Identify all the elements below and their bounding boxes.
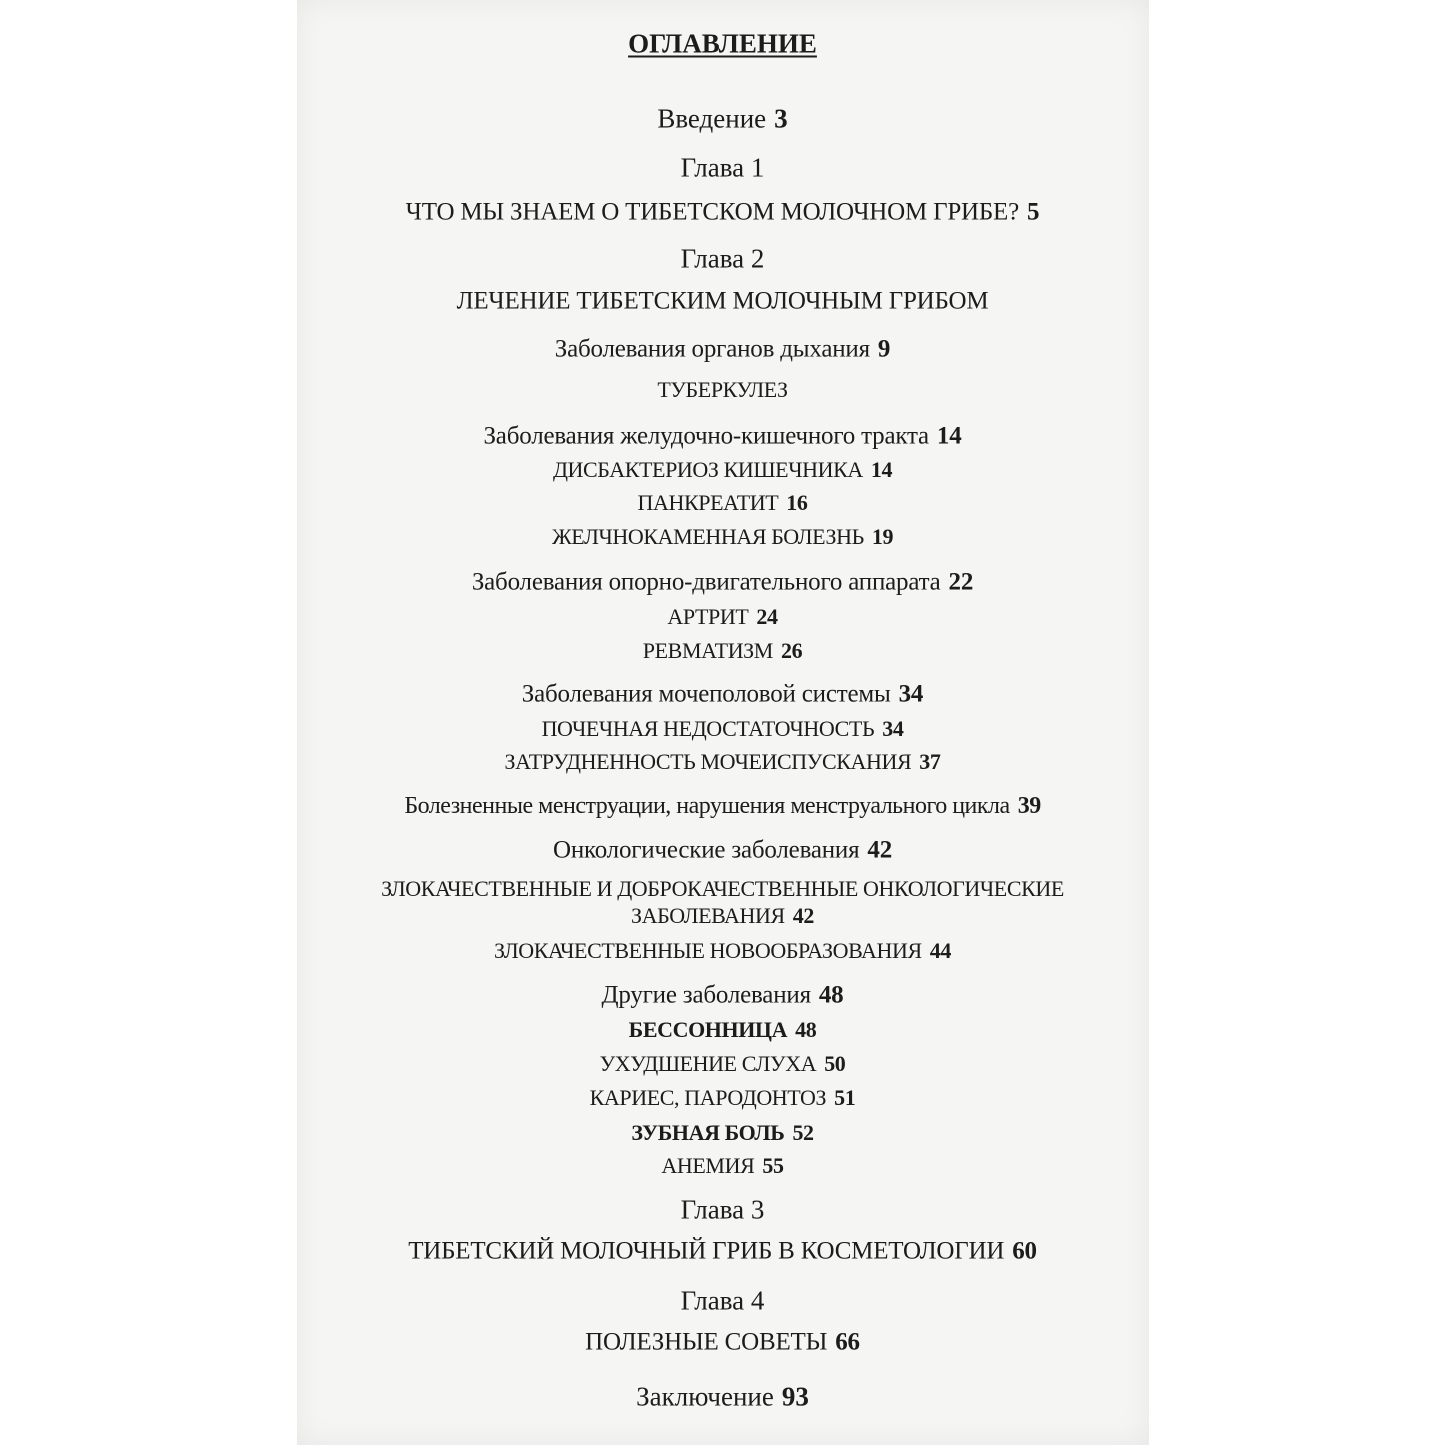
- chapter-heading-2: Глава 2: [680, 243, 765, 274]
- toc-page-number: 93: [781, 1381, 809, 1412]
- toc-entry-text: АРТРИТ: [667, 604, 749, 629]
- toc-page-number: 51: [834, 1085, 856, 1110]
- toc-entry-text: ПОЛЕЗНЫЕ СОВЕТЫ: [585, 1328, 828, 1356]
- toc-entry-text: АНЕМИЯ: [661, 1153, 755, 1178]
- toc-entry-text: ЧТО МЫ ЗНАЕМ О ТИБЕТСКОМ МОЛОЧНОМ ГРИБЕ?: [405, 198, 1020, 226]
- toc-entry-text: ЗАТРУДНЕННОСТЬ МОЧЕИСПУСКАНИЯ: [504, 749, 912, 774]
- toc-page-number: 16: [786, 490, 808, 515]
- toc-page-number: 14: [936, 422, 962, 450]
- toc-entry-conclusion: [0, 1381, 1445, 1412]
- toc-page-number: 66: [835, 1328, 860, 1356]
- toc-page-number: 37: [919, 749, 941, 774]
- subsection-arthritis: [0, 606, 1445, 628]
- toc-entry-text: Введение: [657, 103, 767, 134]
- toc-title: ОГЛАВЛЕНИЕ: [628, 28, 817, 59]
- toc-page-number: 42: [867, 836, 893, 864]
- subsection-gallstones: [0, 526, 1445, 548]
- toc-entry-text: ЗЛОКАЧЕСТВЕННЫЕ НОВООБРАЗОВАНИЯ: [494, 938, 922, 963]
- toc-page-number: 34: [882, 716, 904, 741]
- subsection-oncology-line1: ЗЛОКАЧЕСТВЕННЫЕ И ДОБРОКАЧЕСТВЕННЫЕ ОНКОЛОГИЧЕСКИЕ: [381, 876, 1064, 901]
- chapter-title-4: [0, 1330, 1445, 1355]
- toc-entry-text: Онкологические заболевания: [552, 836, 860, 864]
- section-menstruation: [0, 794, 1445, 818]
- subsection-pancreatitis: [0, 492, 1445, 514]
- section-oncology: [0, 838, 1445, 863]
- toc-entry-text: ЖЕЛЧНОКАМЕННАЯ БОЛЕЗНЬ: [551, 524, 864, 549]
- toc-page-number: 50: [824, 1051, 846, 1076]
- subsection-oncology-line2: [0, 905, 1445, 927]
- toc-page-number: 44: [929, 938, 951, 963]
- section-respiratory: [0, 337, 1445, 362]
- toc-entry-text: ТИБЕТСКИЙ МОЛОЧНЫЙ ГРИБ В КОСМЕТОЛОГИИ: [408, 1237, 1005, 1265]
- toc-entry-text: ДИСБАКТЕРИОЗ КИШЕЧНИКА: [552, 457, 863, 482]
- toc-entry-text: ПАНКРЕАТИТ: [637, 490, 779, 515]
- subsection-tuberculosis: ТУБЕРКУЛЕЗ: [657, 377, 788, 402]
- toc-page-number: 42: [792, 903, 814, 928]
- toc-page-number: 48: [795, 1017, 817, 1042]
- subsection-rheumatism: [0, 640, 1445, 662]
- toc-page-number: 19: [871, 524, 894, 549]
- section-other-diseases: [0, 983, 1445, 1008]
- section-musculoskeletal: [0, 570, 1445, 595]
- subsection-renal-failure: [0, 718, 1445, 740]
- chapter-title-2: ЛЕЧЕНИЕ ТИБЕТСКИМ МОЛОЧНЫМ ГРИБОМ: [456, 287, 989, 315]
- toc-page-number: 9: [877, 335, 891, 363]
- subsection-hearing-loss: [0, 1053, 1445, 1075]
- toc-entry-text: УХУДШЕНИЕ СЛУХА: [599, 1051, 817, 1076]
- subsection-anemia: [0, 1155, 1445, 1177]
- chapter-title-3: [0, 1239, 1445, 1264]
- toc-entry-text: ЗАБОЛЕВАНИЯ: [631, 903, 785, 928]
- toc-page-number: 34: [898, 680, 924, 708]
- toc-entry-introduction: [0, 103, 1445, 134]
- subsection-toothache: [0, 1122, 1445, 1144]
- subsection-caries: [0, 1087, 1445, 1109]
- chapter-heading-3: Глава 3: [680, 1194, 765, 1225]
- toc-entry-text: Заболевания желудочно-кишечного тракта: [483, 422, 929, 450]
- toc-entry-text: КАРИЕС, ПАРОДОНТОЗ: [589, 1085, 827, 1110]
- toc-page-number: 55: [762, 1153, 784, 1178]
- chapter-heading-1: Глава 1: [680, 152, 765, 183]
- subsection-dysbacteriosis: [0, 459, 1445, 481]
- toc-entry-text: ПОЧЕЧНАЯ НЕДОСТАТОЧНОСТЬ: [541, 716, 875, 741]
- toc-page-number: 60: [1012, 1237, 1037, 1265]
- toc-entry-text: Заболевания органов дыхания: [554, 335, 870, 363]
- toc-entry-text: БЕССОННИЦА: [628, 1017, 788, 1042]
- toc-page-number: 5: [1027, 198, 1040, 226]
- chapter-heading-4: Глава 4: [680, 1285, 765, 1316]
- section-gastrointestinal: [0, 424, 1445, 449]
- section-genitourinary: [0, 682, 1445, 707]
- toc-entry-text: Заключение: [636, 1381, 774, 1412]
- toc-page-number: 48: [818, 981, 844, 1009]
- toc-page-number: 24: [756, 604, 778, 629]
- subsection-urination: [0, 751, 1445, 773]
- chapter-title-1: [0, 200, 1445, 225]
- subsection-insomnia: [0, 1019, 1445, 1041]
- toc-entry-text: ЗУБНАЯ БОЛЬ: [631, 1120, 785, 1145]
- toc-page-number: 39: [1017, 793, 1041, 819]
- toc-page-number: 26: [780, 638, 803, 663]
- toc-page-number: 22: [948, 568, 974, 596]
- subsection-malignant-neoplasms: [0, 940, 1445, 962]
- toc-entry-text: РЕВМАТИЗМ: [642, 638, 773, 663]
- toc-page-number: 3: [774, 103, 788, 134]
- toc-page-number: 52: [792, 1120, 814, 1145]
- toc-entry-text: Болезненные менструации, нарушения менструального цикла: [404, 793, 1010, 819]
- toc-entry-text: Другие заболевания: [601, 981, 811, 1009]
- toc-entry-text: Заболевания опорно-двигательного аппарата: [471, 568, 941, 596]
- toc-page-number: 14: [870, 457, 893, 482]
- toc-entry-text: Заболевания мочеполовой системы: [521, 680, 891, 708]
